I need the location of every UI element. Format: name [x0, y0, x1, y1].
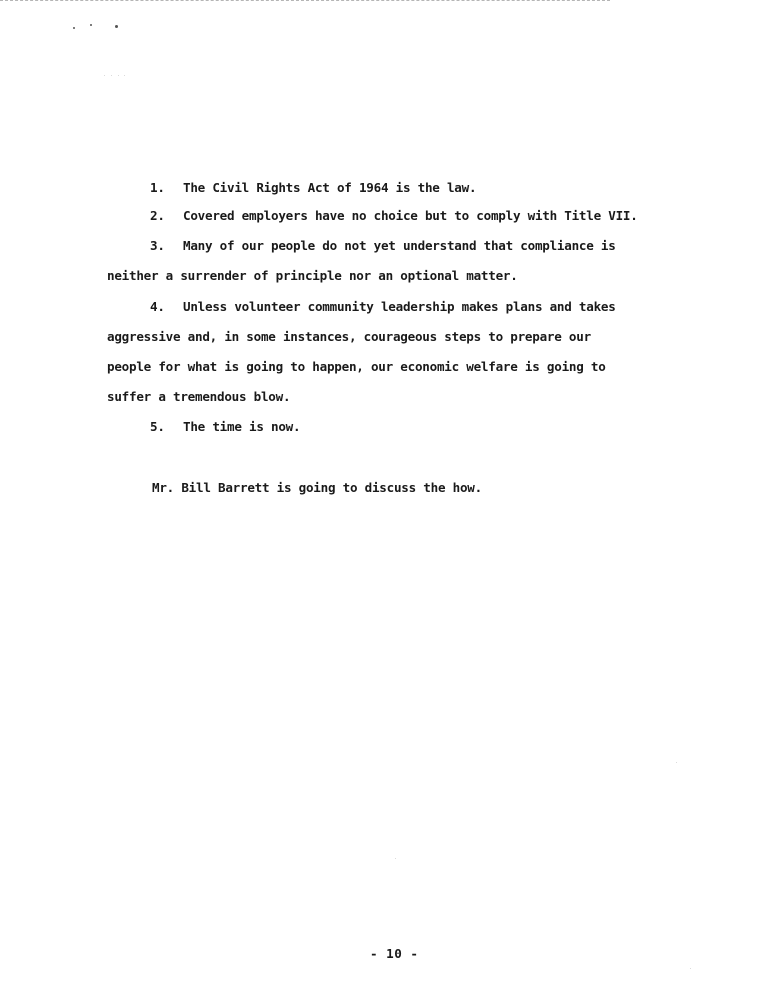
scan-speck [90, 24, 92, 26]
scan-speck [118, 75, 119, 76]
scan-speck [395, 858, 396, 859]
scan-speck [115, 25, 118, 28]
item-number: 3. [150, 238, 165, 253]
top-dashed-rule [0, 0, 610, 1]
item-text: The time is now. [183, 419, 301, 434]
scan-speck [73, 27, 75, 29]
scan-speck [690, 968, 691, 969]
scan-speck [124, 75, 125, 76]
item-number: 5. [150, 419, 165, 434]
scan-speck [676, 762, 677, 763]
item-text: Unless volunteer community leadership makes plans and takes [183, 299, 616, 314]
scan-speck [111, 75, 112, 76]
page-number: - 10 - [370, 946, 419, 961]
item-text: Many of our people do not yet understand that compliance is [183, 238, 616, 253]
scan-speck [104, 75, 105, 76]
item-number: 2. [150, 208, 165, 223]
item-text: Covered employers have no choice but to comply with Title VII. [183, 208, 638, 223]
item-number: 4. [150, 299, 165, 314]
item-number: 1. [150, 180, 165, 195]
item-text: The Civil Rights Act of 1964 is the law. [183, 180, 477, 195]
